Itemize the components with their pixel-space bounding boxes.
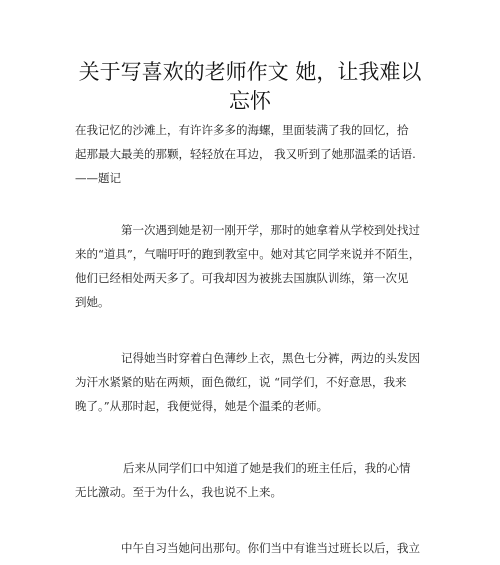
paragraph [75, 346, 435, 418]
paragraph-line: 为汗水紧紧的贴在两颊，面色微红，说 “同学们，不好意思，我来 [75, 375, 407, 389]
document-title [60, 58, 440, 116]
paragraph-line: 无比激动。至于为什么，我也说不上来。 [75, 485, 282, 499]
paragraph-line: 晚了。”从那时起，我便觉得，她是个温柔的老师。 [75, 399, 329, 413]
epigraph-line: 起那最大最美的那颗，轻轻放在耳边， 我又听到了她那温柔的话语. [75, 147, 416, 161]
paragraph-line: 后来从同学们口中知道了她是我们的班主任后，我的心情 [123, 461, 411, 475]
epigraph-line: 在我记忆的沙滩上，有许许多多的海螺，里面装满了我的回忆，拾 [75, 123, 409, 137]
epigraph-attribution: ——题记 [75, 171, 121, 185]
paragraph-line: 到她。 [75, 295, 110, 309]
title-line: 关于写喜欢的老师作文 她，让我难以 [78, 60, 422, 84]
paragraph-line: 中午自习当她问出那句。你们当中有谁当过班长以后，我立 [121, 541, 420, 555]
paragraph [75, 456, 435, 504]
title-line: 忘怀 [229, 89, 271, 113]
paragraph-line: 第一次遇到她是初一刚开学，那时的她拿着从学校到处找过 [121, 223, 420, 237]
paragraph [75, 536, 435, 560]
paragraph [75, 218, 435, 314]
paragraph-line: 记得她当时穿着白色薄纱上衣，黑色七分裤，两边的头发因 [121, 351, 420, 365]
paragraph-line: 来的“道具”，气喘吁吁的跑到教室中。她对其它同学来说并不陌生， [75, 247, 421, 261]
paragraph-line: 他们已经相处两天多了。可我却因为被挑去国旗队训练，第一次见 [75, 271, 409, 285]
epigraph [75, 118, 435, 190]
